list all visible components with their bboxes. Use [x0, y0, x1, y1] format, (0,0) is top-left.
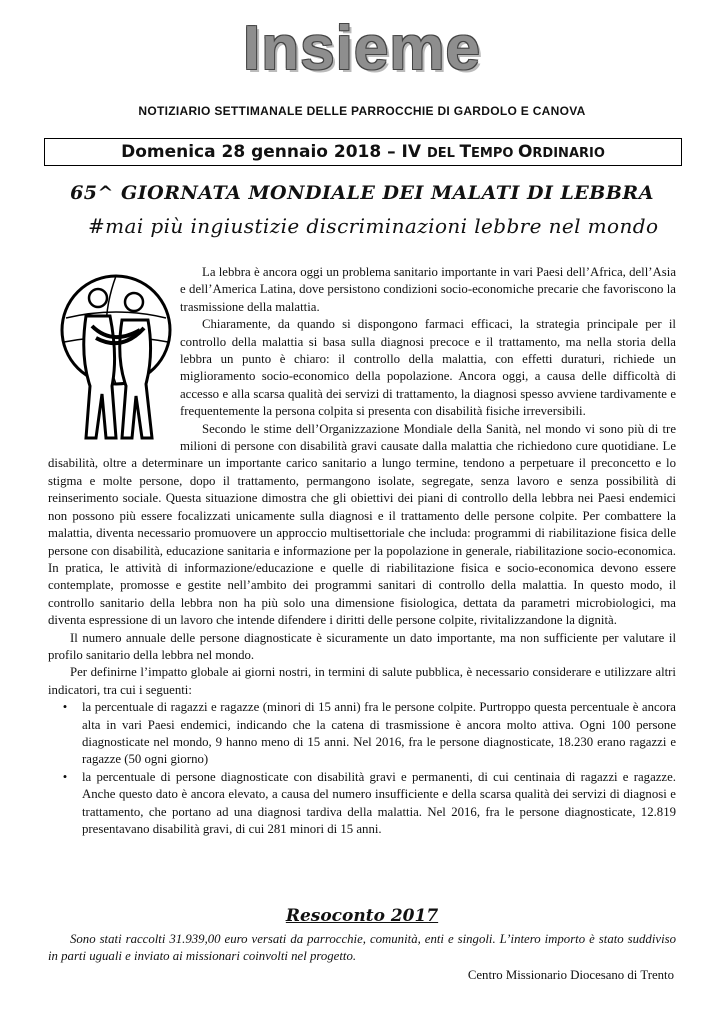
report-text: Sono stati raccolti 31.939,00 euro versati da parrocchie, comunità, enti e singoli. L’intero importo è stato suddiviso in parti uguali e inviato ai missionari coinvolti nel progetto. [48, 932, 676, 964]
bullet-text: la percentuale di persone diagnosticate con disabilità gravi e permanenti, di cui centinaia di ragazzi e ragazze. Anche questo dato è ancora elevato, a causa del numero insufficiente e della scarsa qualità dei servizi di diagnosi e trattamento, che portano ad una diagnosi tardiva della malattia. Nel 2016, fra le persone diagnosticate, 12.819 presentavano disabilità gravi, di cui 281 minori di 15 anni. [82, 769, 676, 836]
date-t-rest: EMPO [471, 146, 518, 161]
report-title: Resoconto 2017 [285, 906, 439, 926]
event-title: 65^ GIORNATA MONDIALE DEI MALATI DI LEBBRA [70, 182, 654, 204]
article-paragraph: Chiaramente, da quando si dispongono farmaci efficaci, la strategia principale per il controllo della malattia si basa sulla diagnosi precoce e il trattamento, ma nella storia della lebbra un punto è chiaro: il controllo della malattia, con effetti duraturi, richiede un miglioramento socio-economico della popolazione. Ancora oggi, a causa delle difficoltà di accesso e alla scarsa qualità dei servizi di trattamento, la diagnosi spesso avviene tardivamente e frequentemente la persona colpita si presenta con disabilità fisiche irreversibili. [180, 317, 676, 419]
date-o-rest: RDINARIO [532, 146, 605, 161]
bullet-symbol: • [62, 769, 68, 784]
article-body [48, 264, 676, 838]
date-del: DEL [426, 146, 460, 161]
bullet-text: la percentuale di ragazzi e ragazze (minori di 15 anni) fra le persone colpite. Purtroppo questa percentuale è ancora alta in vari Paesi endemici, indicando che la catena di trasmissione è ancora molto attiva. Ogni 100 persone diagnosticate nel mondo, 9 hanno meno di 15 anni. Nel 2016, fra le persone diagnosticate, 18.230 erano ragazzi e ragazze (50 ogni giorno) [82, 700, 676, 767]
article-paragraph: Per definirne l’impatto globale ai giorni nostri, in termini di salute pubblica, è necessario considerare e utilizzare altri indicatori, tra cui i seguenti: [48, 665, 676, 697]
article-paragraph: Il numero annuale delle persone diagnosticate è sicuramente un dato importante, ma non sufficiente per valutare il profilo sanitario della lebbra nel mondo. [48, 630, 676, 662]
signature: Centro Missionario Diocesano di Trento [467, 968, 674, 982]
date-main: Domenica 28 gennaio 2018 – IV [121, 142, 427, 162]
newsletter-subtitle: NOTIZIARIO SETTIMANALE DELLE PARROCCHIE DI GARDOLO E CANOVA [138, 104, 586, 118]
article-paragraph: Secondo le stime dell’Organizzazione Mondiale della Sanità, nel mondo vi sono più di tre milioni di persone con disabilità gravi causate dalla malattia che richiedono cure quotidiane. Le disabilità, oltre a determinare un importante carico sanitario a lungo termine, tendono a perpetuare il preconcetto e lo stigma e molte persone, dopo il trattamento, permangono isolate, segregate, senza lavoro e senza possibilità di reinserimento sociale. Questa situazione dimostra che gli obiettivi dei piani di controllo della lebbra nei Paesi endemici non possono più essere focalizzati unicamente sulla diagnosi e il trattamento delle persone colpite. Per combattere la malattia, diventa necessario promuovere un approccio multisettoriale che includa: programmi di riabilitazione fisica delle persone con disabilità, educazione sanitaria e informazione per la popolazione in generale, riabilitazione socio-economica. In pratica, le attività di informazione/educazione e quelle di riabilitazione fisica e socio-economica devono essere contemplate, promosse e gestite nell’ambito dei programmi sanitari di controllo della malattia. In questo modo, il controllo sanitario della lebbra non ha più solo una dimensione fisiologica, dettata da parametri microbiologici, ma diventa espressione di un lavoro che intende difendere i diritti delle persone colpite, rivitalizzandone la dignità. [48, 421, 676, 628]
masthead [0, 14, 724, 118]
date-banner [44, 138, 682, 166]
bullet-item [48, 699, 676, 769]
bullet-symbol: • [62, 700, 68, 715]
event-hashtag: #mai più ingiustizie discriminazioni lebbre nel mondo [88, 214, 659, 238]
date-t-cap: T [459, 142, 472, 162]
newsletter-logo: Insieme [243, 14, 481, 83]
date-o-cap: O [517, 142, 533, 162]
bullet-item [48, 769, 676, 839]
article-paragraph: La lebbra è ancora oggi un problema sanitario importante in vari Paesi dell’Africa, dell’Asia e dell’America Latina, dove persistono condizioni socio-economiche precarie che favoriscono la trasmissione della malattia. [180, 265, 676, 314]
